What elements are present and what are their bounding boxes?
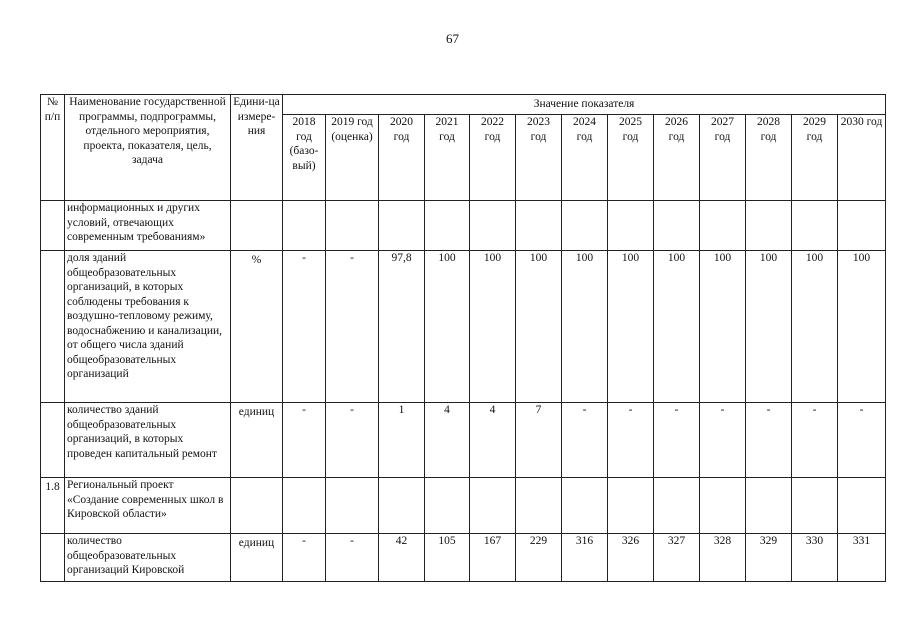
row-value: 100 (470, 251, 516, 403)
page-number: 67 (446, 31, 459, 46)
row-value (746, 201, 792, 251)
row-value: - (283, 403, 326, 478)
row-value (654, 201, 700, 251)
row-value: 100 (792, 251, 838, 403)
row-value: 326 (608, 534, 654, 582)
row-value: 316 (562, 534, 608, 582)
row-num (41, 201, 65, 251)
row-value (470, 201, 516, 251)
row-value: - (283, 534, 326, 582)
row-value: - (326, 403, 379, 478)
row-value: 328 (700, 534, 746, 582)
row-value: - (700, 403, 746, 478)
row-value: 1 (379, 403, 425, 478)
row-value: - (608, 403, 654, 478)
table-row (41, 534, 886, 582)
row-value: 100 (654, 251, 700, 403)
row-value: 100 (746, 251, 792, 403)
row-unit (231, 201, 283, 251)
row-value: - (792, 403, 838, 478)
row-value (838, 201, 886, 251)
row-value: 97,8 (379, 251, 425, 403)
table-row (41, 403, 886, 478)
row-value (700, 478, 746, 534)
header-year: 2028 год (746, 115, 792, 201)
row-value (516, 478, 562, 534)
row-value: 167 (470, 534, 516, 582)
row-value: 7 (516, 403, 562, 478)
row-value: 100 (425, 251, 470, 403)
table-row (41, 201, 886, 251)
row-value (425, 478, 470, 534)
row-value: 229 (516, 534, 562, 582)
row-value: 105 (425, 534, 470, 582)
row-value (470, 478, 516, 534)
header-unit: Едини-ца измере-ния (231, 95, 283, 201)
row-name: количество зданий общеобразовательных организаций, в которых проведен капитальный ремонт (65, 403, 231, 478)
row-name: доля зданий общеобразовательных организаций, в которых соблюдены требования к воздушно-тепловому режиму, водоснабжению и канализации, от общего числа зданий общеобразовательных организаций (65, 251, 231, 403)
row-value (326, 201, 379, 251)
header-year: 2022 год (470, 115, 516, 201)
row-unit: % (231, 251, 283, 403)
header-year: 2021 год (425, 115, 470, 201)
row-value (838, 478, 886, 534)
row-unit: единиц (231, 403, 283, 478)
row-value: 327 (654, 534, 700, 582)
row-value (654, 478, 700, 534)
row-value: - (326, 251, 379, 403)
header-year: 2030 год (838, 115, 886, 201)
row-value: 331 (838, 534, 886, 582)
header-year: 2026 год (654, 115, 700, 201)
header-year: 2020 год (379, 115, 425, 201)
row-value (746, 478, 792, 534)
row-value (700, 201, 746, 251)
row-value (425, 201, 470, 251)
row-name: информационных и других условий, отвечающих современным требованиям» (65, 201, 231, 251)
row-value (562, 201, 608, 251)
table-row (41, 478, 886, 534)
row-num (41, 534, 65, 582)
header-year: 2029 год (792, 115, 838, 201)
row-value: - (746, 403, 792, 478)
row-value (283, 478, 326, 534)
row-value (516, 201, 562, 251)
table-row (41, 251, 886, 403)
row-value: 329 (746, 534, 792, 582)
header-year: 2027 год (700, 115, 746, 201)
row-value: 100 (562, 251, 608, 403)
row-num (41, 251, 65, 403)
header-year: 2025 год (608, 115, 654, 201)
row-value: 100 (516, 251, 562, 403)
row-value: - (562, 403, 608, 478)
row-value: 100 (700, 251, 746, 403)
row-value (283, 201, 326, 251)
header-year: 2023 год (516, 115, 562, 201)
row-value: 4 (425, 403, 470, 478)
row-num: 1.8 (41, 478, 65, 534)
row-value: 330 (792, 534, 838, 582)
row-value: - (838, 403, 886, 478)
header-num: № п/п (41, 95, 65, 201)
row-value: 100 (838, 251, 886, 403)
row-value (792, 201, 838, 251)
row-value: 4 (470, 403, 516, 478)
row-unit: единиц (231, 534, 283, 582)
row-value (608, 201, 654, 251)
header-name: Наименование государственной программы, подпрограммы, отдельного мероприятия, проекта, показателя, цель, задача (65, 95, 231, 201)
row-value (326, 478, 379, 534)
indicator-table (40, 94, 886, 582)
row-value (379, 201, 425, 251)
header-values-group: Значение показателя (283, 95, 886, 115)
row-value: 42 (379, 534, 425, 582)
row-value: 100 (608, 251, 654, 403)
row-value (379, 478, 425, 534)
row-value: - (283, 251, 326, 403)
row-unit (231, 478, 283, 534)
row-value (792, 478, 838, 534)
row-num (41, 403, 65, 478)
row-value (562, 478, 608, 534)
header-year: 2018 год (базо-вый) (283, 115, 326, 201)
row-value (608, 478, 654, 534)
header-year: 2024 год (562, 115, 608, 201)
row-name: количество общеобразовательных организаций Кировской (65, 534, 231, 582)
row-name: Региональный проект «Создание современных школ в Кировской области» (65, 478, 231, 534)
row-value: - (326, 534, 379, 582)
header-year: 2019 год (оценка) (326, 115, 379, 201)
row-value: - (654, 403, 700, 478)
